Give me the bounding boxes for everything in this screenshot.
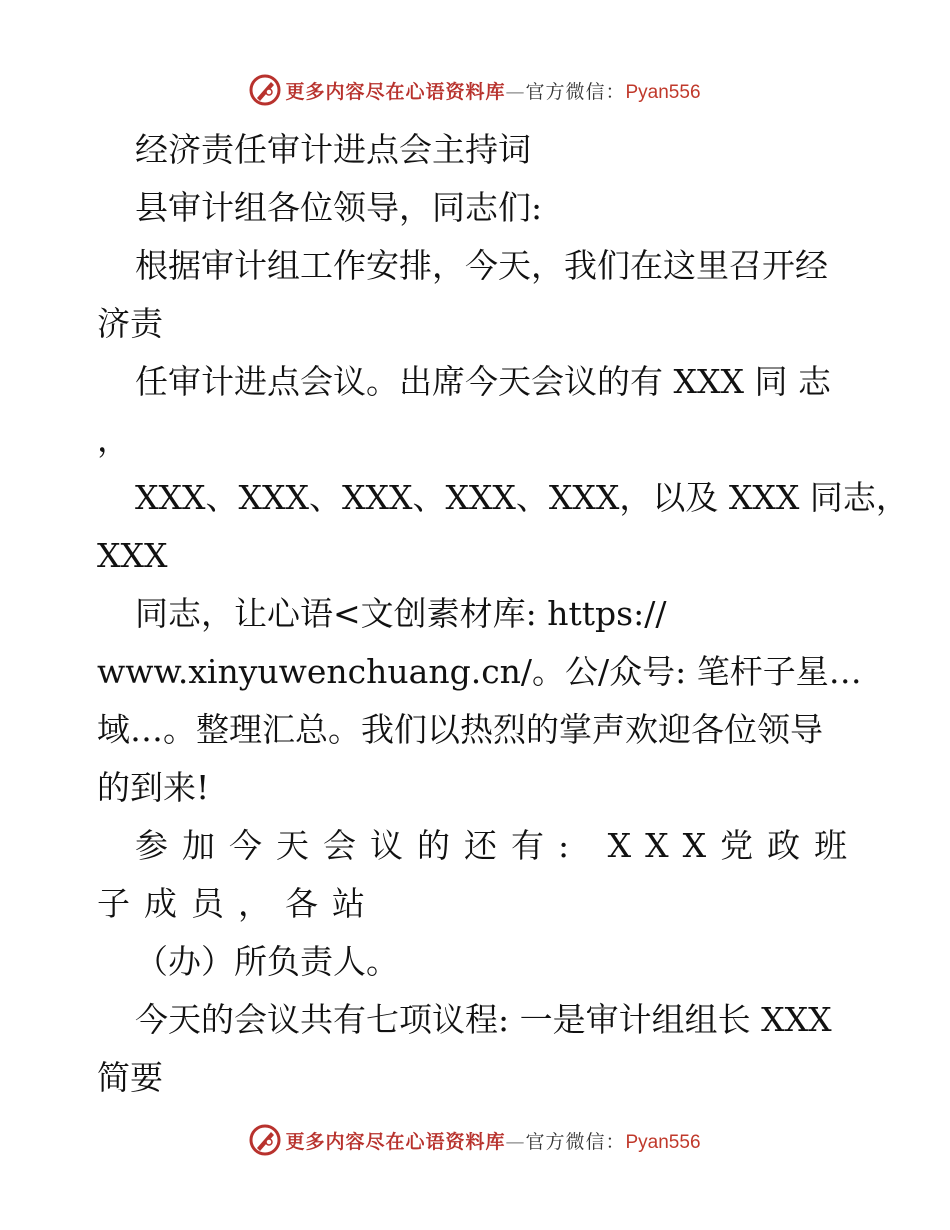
banner-main-text: 更多内容尽在心语资料库	[285, 1130, 506, 1153]
banner-wechat-label: 官方微信：	[525, 80, 626, 103]
doc-line: 域…。整理汇总。我们以热烈的掌声欢迎各位领导	[97, 710, 823, 749]
doc-line: 任审计进点会议。出席今天会议的有 XXX 同 志	[135, 362, 831, 401]
doc-line: XXX、XXX、XXX、XXX、XXX，以及 XXX 同志，	[135, 478, 909, 517]
document-body	[97, 121, 909, 1107]
doc-line: 根据审计组工作安排，今天，我们在这里召开经	[135, 246, 828, 285]
banner-wechat-id: Pyan556	[625, 1131, 701, 1153]
doc-line: 济责	[97, 304, 163, 343]
doc-line: 的到来!	[97, 768, 210, 807]
pen-logo-icon	[249, 74, 281, 106]
header-banner	[0, 70, 950, 110]
banner-wechat-id: Pyan556	[625, 81, 701, 103]
footer-banner	[0, 1120, 950, 1160]
banner-main-text: 更多内容尽在心语资料库	[285, 80, 506, 103]
banner-wechat-label: 官方微信：	[525, 1130, 626, 1153]
doc-title: 经济责任审计进点会主持词	[135, 130, 531, 169]
doc-line: XXX	[97, 536, 168, 575]
doc-line: （办）所负责人。	[135, 942, 399, 981]
doc-line: 县审计组各位领导，同志们:	[135, 188, 543, 227]
doc-line: www.xinyuwenchuang.cn/。公/众号: 笔杆子星…	[97, 652, 862, 691]
doc-line: 同志，让心语<文创素材库: https://	[135, 594, 667, 633]
doc-line: ，	[97, 420, 130, 459]
doc-line: 简要	[97, 1058, 163, 1097]
banner-separator: —	[505, 80, 526, 103]
doc-line: 今天的会议共有七项议程: 一是审计组组长 XXX	[135, 1000, 832, 1039]
doc-line: 参加今天会议的还有: XXX党政班	[135, 826, 862, 865]
pen-logo-icon	[249, 1124, 281, 1156]
banner-separator: —	[505, 1130, 526, 1153]
doc-line: 子成员，各站	[97, 884, 379, 923]
